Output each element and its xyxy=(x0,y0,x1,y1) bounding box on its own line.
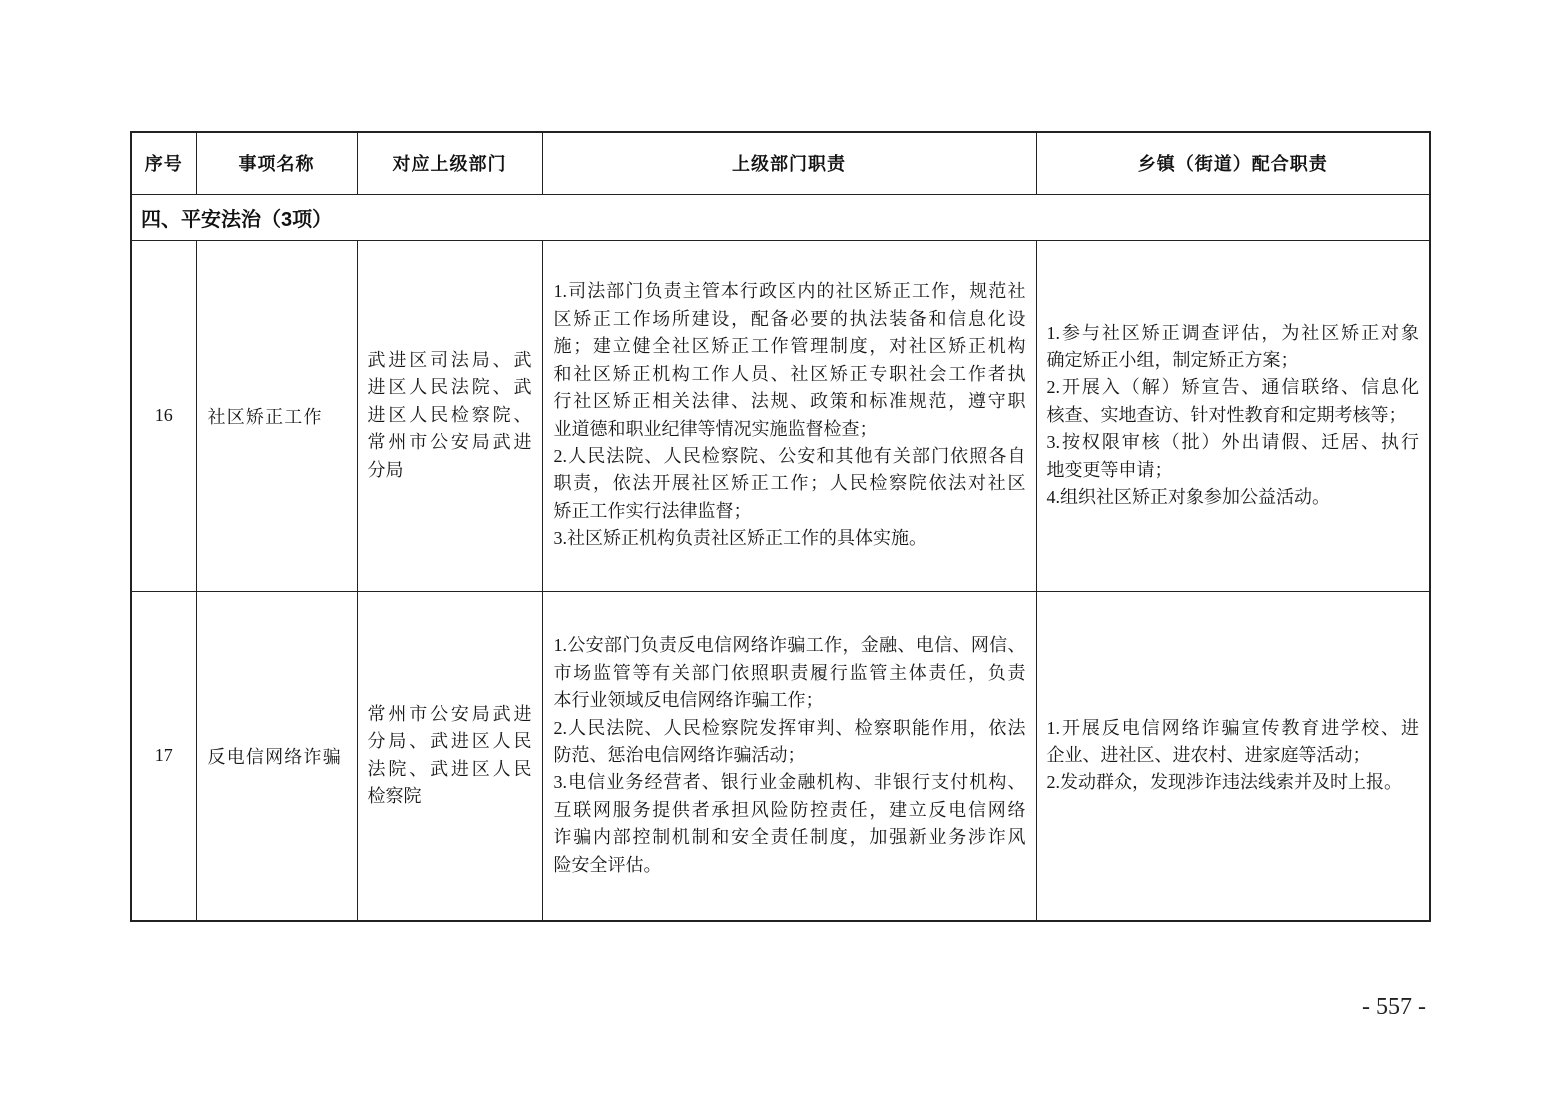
text-line: 确定矫正小组，制定矫正方案； xyxy=(1046,349,1299,370)
text-line: 和社区矫正机构工作人员、社区矫正专职社会工作者执 xyxy=(553,363,1026,384)
row-index: 16 xyxy=(131,240,196,591)
text-line: 2.人民法院、人民检察院、公安和其他有关部门依照各自 xyxy=(553,445,1026,466)
text-line: 市场监管等有关部门依照职责履行监管主体责任，负责 xyxy=(553,662,1026,683)
text-line: 矫正工作实行法律监督； xyxy=(553,500,752,521)
text-line: 武进区司法局、武 xyxy=(367,349,532,370)
paragraph xyxy=(554,278,1026,442)
item-name: 社区矫正工作 xyxy=(196,240,357,591)
text-line: 2.人民法院、人民检察院发挥审判、检察职能作用，依法 xyxy=(553,717,1026,738)
text-line: 防范、惩治电信网络诈骗活动； xyxy=(553,745,806,766)
paragraph xyxy=(1047,484,1420,511)
paragraph xyxy=(554,715,1026,770)
paragraph xyxy=(1047,374,1420,429)
text-line: 分局 xyxy=(367,459,404,480)
text-line: 本行业领域反电信网络诈骗工作； xyxy=(553,690,824,711)
text-line: 诈骗内部控制机制和安全责任制度，加强新业务涉诈风 xyxy=(553,827,1026,848)
paragraph xyxy=(554,632,1026,714)
text-line: 法院、武进区人民 xyxy=(367,758,532,779)
text-line: 进区人民检察院、 xyxy=(367,404,532,425)
text-line: 企业、进社区、进农村、进家庭等活动； xyxy=(1046,745,1371,766)
table-row xyxy=(131,240,1430,591)
section-row xyxy=(131,194,1430,240)
text-line: 2.发动群众，发现涉诈违法线索并及时上报。 xyxy=(1046,772,1402,793)
text-line: 职责，依法开展社区矫正工作；人民检察院依法对社区 xyxy=(553,473,1026,494)
paragraph xyxy=(554,525,1026,552)
text-line: 1.参与社区矫正调查评估，为社区矫正对象 xyxy=(1046,322,1419,343)
paragraph xyxy=(1047,769,1420,796)
text-line: 地变更等申请； xyxy=(1046,459,1173,480)
text-line: 检察院 xyxy=(367,786,422,807)
text-line: 行社区矫正相关法律、法规、政策和标准规范，遵守职 xyxy=(553,391,1026,412)
paragraph xyxy=(1047,715,1420,770)
text-line: 核查、实地查访、针对性教育和定期考核等； xyxy=(1046,404,1407,425)
text-line: 互联网服务提供者承担风险防控责任，建立反电信网络 xyxy=(553,799,1026,820)
text-line: 业道德和职业纪律等情况实施监督检查； xyxy=(553,418,878,439)
header-dept-duties: 上级部门职责 xyxy=(542,132,1036,194)
row-index: 17 xyxy=(131,591,196,921)
dept-duties-cell xyxy=(542,591,1036,921)
text-line: 1.开展反电信网络诈骗宣传教育进学校、进 xyxy=(1046,717,1419,738)
paragraph xyxy=(368,347,532,484)
paragraph xyxy=(368,701,532,811)
header-item-name: 事项名称 xyxy=(196,132,357,194)
text-line: 1.公安部门负责反电信网络诈骗工作，金融、电信、网信、 xyxy=(553,635,1026,656)
page-number: - 557 - xyxy=(1362,994,1426,1020)
text-line: 施；建立健全社区矫正工作管理制度，对社区矫正机构 xyxy=(553,336,1026,357)
department-cell xyxy=(357,240,542,591)
item-name: 反电信网络诈骗 xyxy=(196,591,357,921)
text-line: 4.组织社区矫正对象参加公益活动。 xyxy=(1046,487,1330,508)
text-line: 险安全评估。 xyxy=(553,854,662,875)
township-duties-cell xyxy=(1036,240,1430,591)
header-township-duties: 乡镇（街道）配合职责 xyxy=(1036,132,1430,194)
paragraph xyxy=(1047,320,1420,375)
text-line: 分局、武进区人民 xyxy=(367,731,532,752)
header-row xyxy=(131,132,1430,194)
paragraph xyxy=(554,443,1026,525)
department-cell xyxy=(357,591,542,921)
text-line: 常州市公安局武进 xyxy=(367,432,532,453)
text-line: 区矫正工作场所建设，配备必要的执法装备和信息化设 xyxy=(553,308,1026,329)
header-index: 序号 xyxy=(131,132,196,194)
text-line: 3.电信业务经营者、银行业金融机构、非银行支付机构、 xyxy=(553,772,1026,793)
text-line: 1.司法部门负责主管本行政区内的社区矫正工作，规范社 xyxy=(553,281,1026,302)
duty-table xyxy=(130,131,1431,922)
text-line: 常州市公安局武进 xyxy=(367,703,532,724)
header-department: 对应上级部门 xyxy=(357,132,542,194)
text-line: 2.开展入（解）矫宣告、通信联络、信息化 xyxy=(1046,377,1419,398)
text-line: 3.社区矫正机构负责社区矫正工作的具体实施。 xyxy=(553,528,927,549)
table-row xyxy=(131,591,1430,921)
paragraph xyxy=(1047,429,1420,484)
township-duties-cell xyxy=(1036,591,1430,921)
paragraph xyxy=(554,769,1026,879)
section-title: 四、平安法治（3项） xyxy=(131,194,1430,240)
text-line: 3.按权限审核（批）外出请假、迁居、执行 xyxy=(1046,432,1419,453)
dept-duties-cell xyxy=(542,240,1036,591)
text-line: 进区人民法院、武 xyxy=(367,377,532,398)
